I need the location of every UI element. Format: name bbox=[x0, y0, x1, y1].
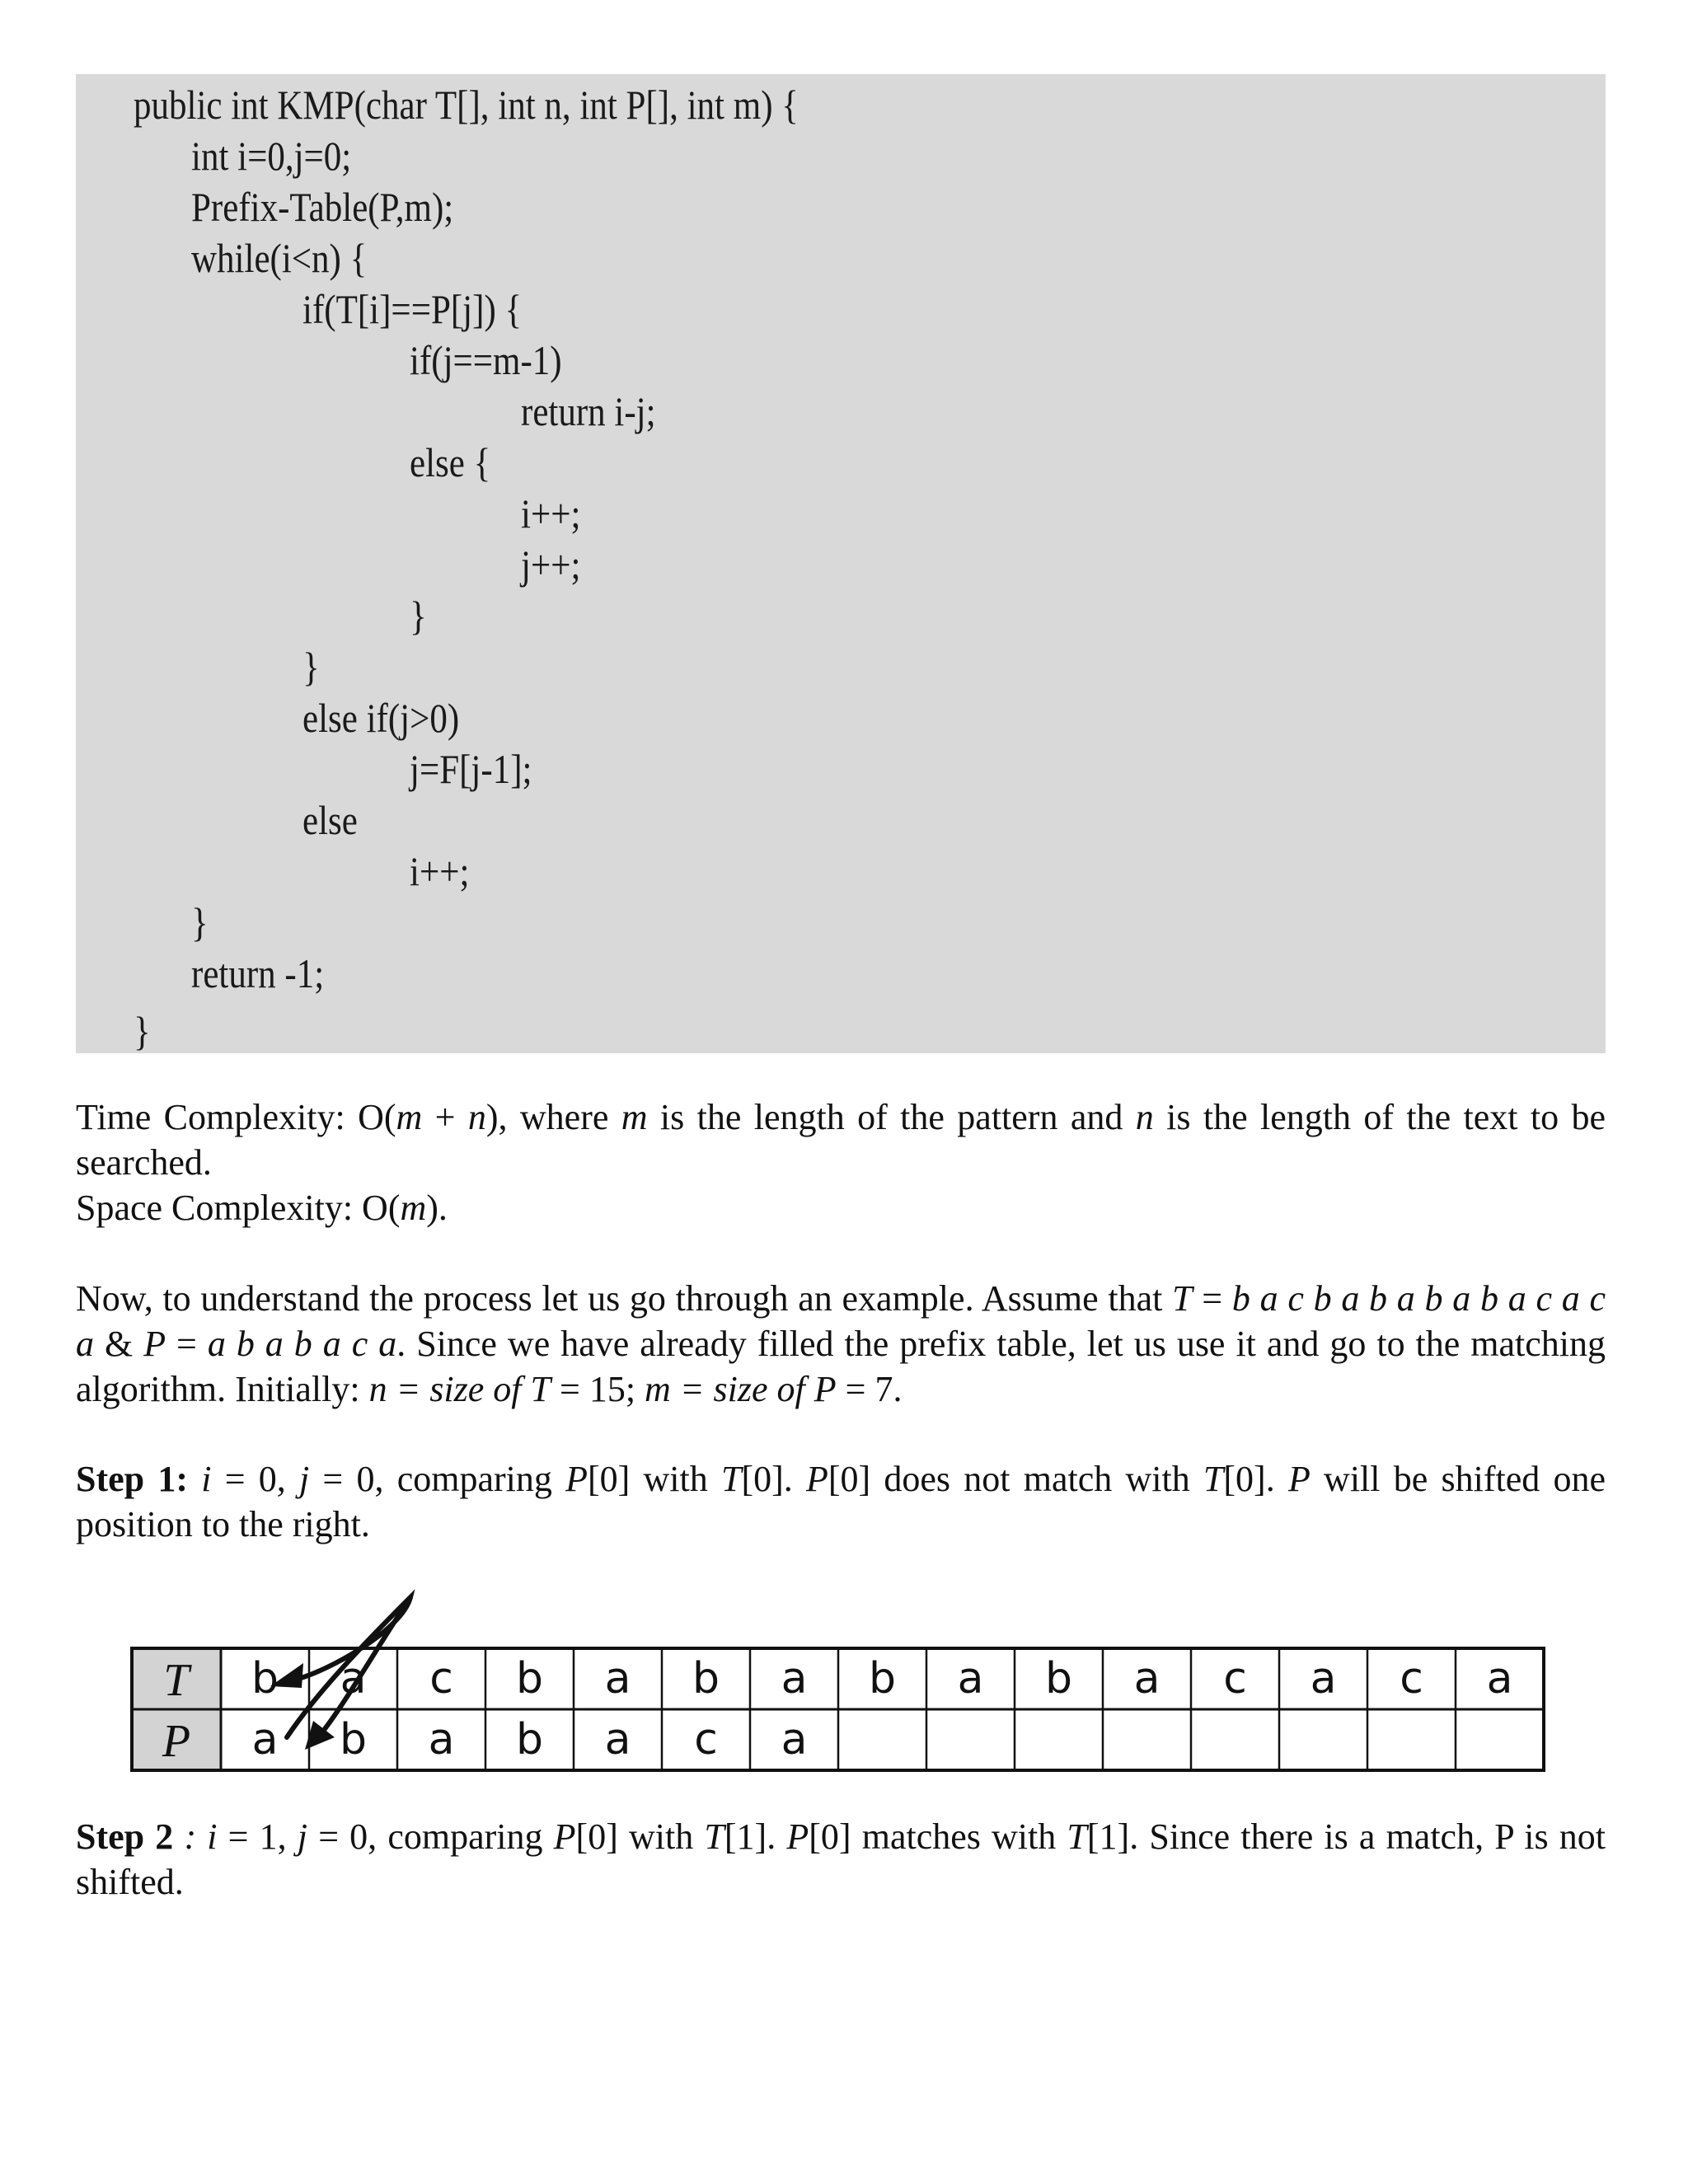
text: Space Complexity: O( bbox=[76, 1188, 401, 1228]
text-cell: b bbox=[692, 1654, 720, 1704]
code-line: int i=0,j=0; bbox=[191, 133, 352, 179]
step-label: Step 2 bbox=[76, 1816, 174, 1857]
math-var: P bbox=[565, 1459, 588, 1499]
code-line: if(T[i]==P[j]) { bbox=[302, 286, 523, 332]
code-line: } bbox=[302, 644, 320, 690]
code-line: } bbox=[134, 1008, 151, 1054]
math-var: T bbox=[1067, 1816, 1087, 1857]
row-label-P: P bbox=[162, 1716, 191, 1767]
code-line: return i-j; bbox=[521, 388, 656, 434]
text-cell: c bbox=[1223, 1654, 1247, 1704]
math-var: P bbox=[786, 1816, 809, 1857]
pattern-cell: a bbox=[604, 1715, 631, 1765]
code-line: if(j==m-1) bbox=[410, 337, 562, 383]
pattern-cell: b bbox=[339, 1715, 368, 1765]
text-cell: c bbox=[1400, 1654, 1423, 1704]
text: [0]. bbox=[1223, 1459, 1288, 1499]
text: ), where bbox=[485, 1097, 621, 1137]
text-cell: b bbox=[868, 1654, 897, 1704]
text-cell: a bbox=[1310, 1654, 1337, 1704]
step1-paragraph bbox=[76, 1456, 1606, 1547]
loop-arrow-icon bbox=[287, 1597, 410, 1737]
code-line: j++; bbox=[521, 541, 581, 588]
math-var: T bbox=[1203, 1459, 1224, 1499]
text: = bbox=[166, 1324, 208, 1364]
pattern-cell: a bbox=[251, 1715, 279, 1765]
text: = 0, comparing bbox=[307, 1816, 554, 1857]
text-cell: a bbox=[781, 1654, 808, 1704]
math-var: m bbox=[400, 1188, 427, 1228]
code-line: i++; bbox=[521, 490, 581, 537]
text: = 0, comparing bbox=[309, 1459, 566, 1499]
code-line: while(i<n) { bbox=[191, 235, 368, 281]
text-cell: b bbox=[1044, 1654, 1073, 1704]
text: = 0, bbox=[211, 1459, 299, 1499]
row-label-T: T bbox=[163, 1655, 190, 1706]
text-cell: a bbox=[957, 1654, 984, 1704]
code-line: Prefix-Table(P,m); bbox=[191, 184, 454, 230]
text-cell: b bbox=[515, 1654, 544, 1704]
code-line: i++; bbox=[410, 848, 470, 894]
code-line: else { bbox=[410, 439, 491, 485]
code-line: j=F[j-1]; bbox=[410, 746, 532, 792]
pattern-cell: c bbox=[694, 1715, 718, 1765]
text: [0]. bbox=[741, 1459, 806, 1499]
text: = bbox=[1192, 1278, 1232, 1319]
space-complexity-paragraph bbox=[76, 1185, 1606, 1230]
code-line: else if(j>0) bbox=[302, 695, 460, 741]
text: . Since we have already filled the prefix table, let us use it and go to the matching algorithm. Initially: bbox=[76, 1324, 1606, 1409]
math-var: j bbox=[298, 1459, 310, 1499]
math-var: P bbox=[805, 1459, 828, 1499]
text: [1]. Since there is a match, P is not shifted. bbox=[76, 1816, 1606, 1902]
pattern-value: a b a b a c a bbox=[207, 1324, 397, 1364]
math-expr: n = size of T bbox=[368, 1369, 551, 1409]
text: [1]. bbox=[724, 1816, 787, 1857]
math-var: m bbox=[621, 1097, 648, 1137]
code-block bbox=[76, 74, 1606, 1053]
text: = 7. bbox=[836, 1369, 903, 1409]
math-var: i bbox=[188, 1459, 212, 1499]
math-var: n bbox=[1135, 1097, 1154, 1137]
pattern-cell: b bbox=[515, 1715, 544, 1765]
math-var: P bbox=[1287, 1459, 1311, 1499]
text: [0] matches with bbox=[809, 1816, 1067, 1857]
math-var: P bbox=[143, 1324, 166, 1364]
text-cell: a bbox=[340, 1654, 367, 1704]
text: : bbox=[173, 1816, 197, 1857]
math-var: T bbox=[704, 1816, 724, 1857]
text: Now, to understand the process let us go through an example. Assume that bbox=[76, 1278, 1173, 1319]
arrowhead-icon bbox=[270, 1663, 303, 1688]
text-value: b a c b a b a b a b a c a c a bbox=[76, 1278, 1606, 1364]
text: [0] with bbox=[587, 1459, 721, 1499]
text-cell: a bbox=[1133, 1654, 1160, 1704]
text-cell: a bbox=[1486, 1654, 1513, 1704]
text: = 1, bbox=[217, 1816, 298, 1857]
pattern-cell: a bbox=[428, 1715, 455, 1765]
step2-paragraph bbox=[76, 1814, 1606, 1905]
text: [0] does not match with bbox=[828, 1459, 1203, 1499]
text: will be shifted one position to the right. bbox=[76, 1459, 1606, 1544]
text: [0] with bbox=[575, 1816, 705, 1857]
pattern-cell: a bbox=[781, 1715, 808, 1765]
code-line: } bbox=[191, 899, 209, 945]
code-line: public int KMP(char T[], int n, int P[], int m) { bbox=[134, 82, 799, 128]
text: is the length of the pattern and bbox=[647, 1097, 1136, 1137]
code-line: return -1; bbox=[191, 950, 325, 996]
math-var: m bbox=[396, 1097, 423, 1137]
text: ). bbox=[426, 1188, 448, 1228]
example-paragraph bbox=[76, 1276, 1606, 1412]
text: is the length of the text to be searched. bbox=[76, 1097, 1606, 1183]
text-cell: c bbox=[429, 1654, 453, 1704]
time-complexity-paragraph bbox=[76, 1094, 1606, 1185]
step-label: Step 1: bbox=[76, 1459, 189, 1499]
text: = 15; bbox=[551, 1369, 645, 1409]
math-var: P bbox=[553, 1816, 576, 1857]
text-cell: b bbox=[251, 1654, 279, 1704]
math-var: j bbox=[297, 1816, 308, 1857]
text-cell: a bbox=[604, 1654, 631, 1704]
code-line: else bbox=[302, 797, 358, 843]
text: Time Complexity: O( bbox=[76, 1097, 396, 1137]
math-expr: m = size of P bbox=[645, 1369, 837, 1409]
comparison-arrows bbox=[130, 1581, 476, 1795]
math-var: T bbox=[1172, 1278, 1193, 1319]
text: + bbox=[422, 1097, 468, 1137]
math-var: i bbox=[196, 1816, 218, 1857]
math-var: n bbox=[467, 1097, 486, 1137]
text: & bbox=[94, 1324, 144, 1364]
math-var: T bbox=[720, 1459, 742, 1499]
code-line: } bbox=[410, 593, 427, 639]
